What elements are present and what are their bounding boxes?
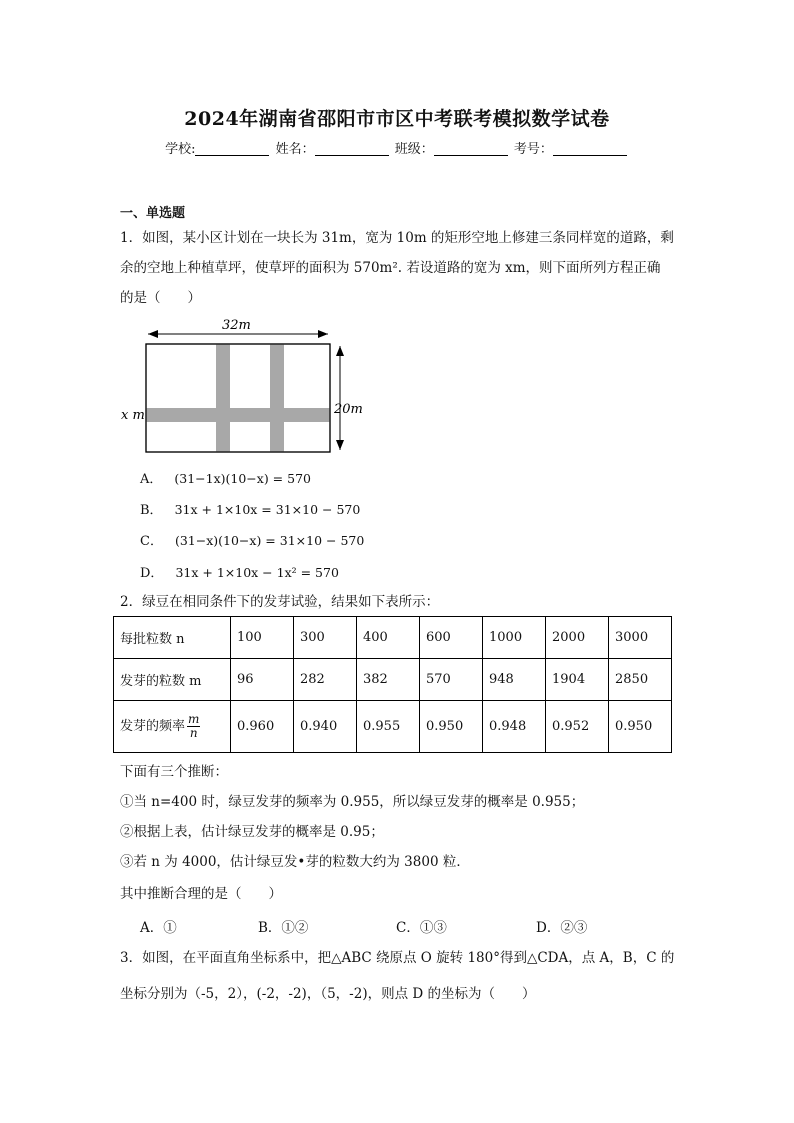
option-letter: D． (140, 566, 164, 581)
fraction-m-over-n (187, 713, 200, 740)
table-cell: 2000 (546, 617, 609, 659)
table-cell: 0.955 (357, 701, 420, 753)
school-label: 学校: (165, 142, 196, 157)
option-equation: (31−1x)(10−x) = 570 (174, 471, 311, 486)
table-cell: 400 (357, 617, 420, 659)
table-cell: 3000 (609, 617, 672, 659)
table-cell: 300 (294, 617, 357, 659)
option-letter: A． (140, 472, 163, 487)
frequency-label: 发芽的频率 (120, 719, 186, 734)
option-equation: 31x + 1×10x − 1x² = 570 (175, 565, 339, 580)
table-cell: 570 (420, 659, 483, 701)
class-blank (434, 141, 508, 156)
q1-option-c (140, 530, 364, 549)
option-letter: B． (140, 503, 163, 518)
table-cell: 1000 (483, 617, 546, 659)
fraction-denominator: n (189, 726, 198, 740)
school-blank (195, 141, 269, 156)
q2-choice-a: A．① (140, 920, 177, 936)
option-letter: C． (140, 534, 163, 549)
option-equation: 31x + 1×10x = 31×10 − 570 (174, 502, 361, 517)
q2-statement-3: ③若 n 为 4000，估计绿豆发•芽的粒数大约为 3800 粒． (120, 854, 470, 870)
q2-intro: 下面有三个推断： (120, 764, 228, 780)
q2-choice-d: D．②③ (536, 920, 588, 936)
q2-stem: 2．绿豆在相同条件下的发芽试验，结果如下表所示： (120, 594, 440, 610)
table-cell: 948 (483, 659, 546, 701)
table-row-header: 每批粒数 n (114, 617, 231, 659)
q1-option-b (140, 499, 360, 518)
section-heading: 一、单选题 (120, 206, 186, 221)
table-cell: 382 (357, 659, 420, 701)
table-cell: 0.948 (483, 701, 546, 753)
table-cell: 0.940 (294, 701, 357, 753)
table-cell: 100 (231, 617, 294, 659)
exam-number-blank (553, 141, 627, 156)
height-label: 20m (334, 402, 363, 417)
exam-title: 2024年湖南省邵阳市市区中考联考模拟数学试卷 (184, 108, 610, 130)
option-equation: (31−x)(10−x) = 31×10 − 570 (174, 533, 365, 548)
table-cell: 600 (420, 617, 483, 659)
table-cell: 0.952 (546, 701, 609, 753)
horizontal-road (146, 408, 330, 422)
table-row-header (114, 701, 231, 753)
table-cell: 96 (231, 659, 294, 701)
name-label: 姓名： (275, 142, 315, 157)
q1-road-figure (118, 318, 368, 460)
q2-question: 其中推断合理的是（ ） (120, 886, 282, 902)
q1-line-2: 余的空地上种植草坪，使草坪的面积为 570m². 若设道路的宽为 xm，则下面所列方程正确 (120, 260, 661, 276)
table-cell: 0.950 (609, 701, 672, 753)
exam-number-label: 考号： (513, 142, 553, 157)
germination-table (113, 616, 672, 753)
fraction-numerator: m (188, 712, 200, 726)
table-cell: 282 (294, 659, 357, 701)
field-rectangle (146, 344, 330, 452)
q3-line-2: 坐标分别为（-5，2），(-2，-2)，（5，-2)，则点 D 的坐标为（ ） (120, 986, 536, 1002)
table-row (114, 617, 672, 659)
table-row (114, 659, 672, 701)
q2-statement-1: ①当 n=400 时，绿豆发芽的频率为 0.955，所以绿豆发芽的概率是 0.955； (120, 794, 585, 810)
q1-line-3: 的是（ ） (120, 290, 201, 306)
vertical-road-2 (270, 344, 284, 452)
table-cell: 0.960 (231, 701, 294, 753)
q2-statement-2: ②根据上表，估计绿豆发芽的概率是 0.95； (120, 824, 384, 840)
name-blank (315, 141, 389, 156)
width-label: 32m (222, 318, 251, 333)
q2-choice-c: C．①③ (396, 920, 447, 936)
table-row-header: 发芽的粒数 m (114, 659, 231, 701)
q1-line-1: 1．如图，某小区计划在一块长为 31m，宽为 10m 的矩形空地上修建三条同样宽的道路，剩 (120, 230, 674, 246)
table-cell: 0.950 (420, 701, 483, 753)
q1-option-d (140, 562, 339, 581)
class-label: 班级： (394, 142, 434, 157)
table-cell: 1904 (546, 659, 609, 701)
q3-line-1: 3．如图，在平面直角坐标系中，把△ABC 绕原点 O 旋转 180°得到△CDA，点 A，B，C 的 (120, 950, 675, 966)
student-info-line (0, 138, 794, 157)
vertical-road-1 (216, 344, 230, 452)
q2-choice-b: B．①② (258, 920, 309, 936)
q1-option-a (140, 468, 311, 487)
table-cell: 2850 (609, 659, 672, 701)
road-width-label: x m (121, 408, 145, 423)
table-row (114, 701, 672, 753)
